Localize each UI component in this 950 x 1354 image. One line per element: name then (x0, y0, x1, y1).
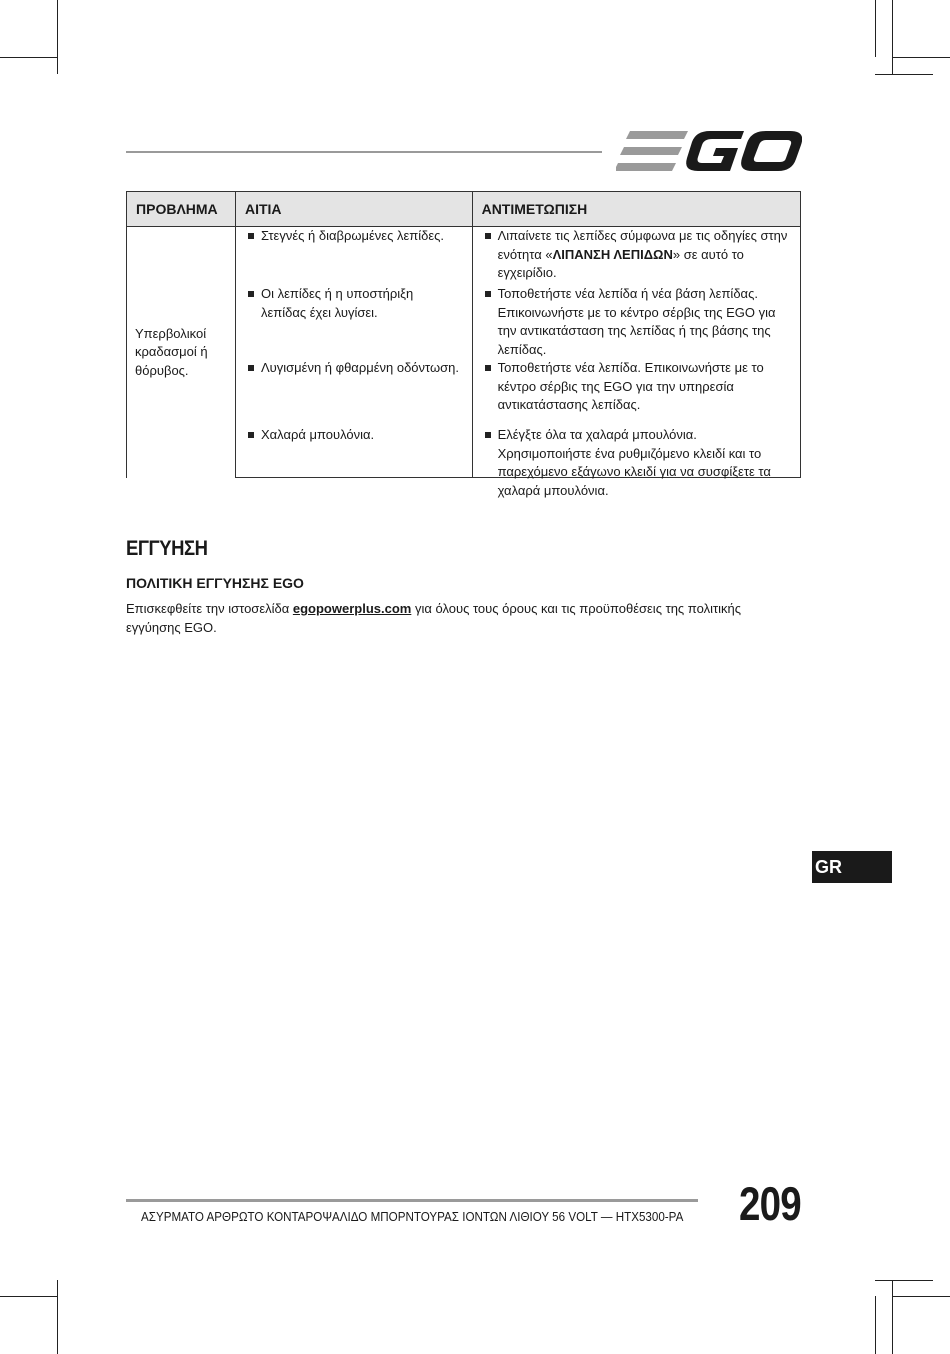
remedy-text: Ελέγξτε όλα τα χαλαρά μπουλόνια. Χρησιμοποιήστε ένα ρυθμιζόμενο κλειδί και το παρεχόμενο εξάγωνο κλειδί για να συσφίξετε τα χαλαρά μπουλόνια. (473, 426, 800, 477)
header-cause: ΑΙΤΙΑ (235, 192, 472, 227)
cause-cell (235, 285, 472, 359)
warranty-policy-text: Επισκεφθείτε την ιστοσελίδα egopowerplus.com για όλους τους όρους και τις προϋποθέσεις της πολιτικής εγγύησης EGO. (126, 601, 741, 635)
remedy-cell (472, 285, 800, 359)
remedy-cell (472, 426, 800, 498)
crop-mark (892, 57, 950, 58)
crop-mark (892, 0, 893, 74)
cause-text: Στεγνές ή διαβρωμένες λεπίδες. (236, 227, 472, 285)
troubleshooting-table (126, 191, 801, 498)
crop-mark (892, 1280, 893, 1354)
cause-cell (235, 227, 472, 286)
remedy-text: Τοποθετήστε νέα λεπίδα. Επικοινωνήστε με το κέντρο σέρβις της EGO για την υπηρεσία αντικατάστασης λεπίδας. (473, 359, 800, 426)
warranty-policy-heading: ΠΟΛΙΤΙΚΗ ΕΓΓΥΗΣΗΣ EGO (126, 575, 304, 591)
crop-mark (875, 0, 876, 57)
cause-text: Οι λεπίδες ή η υποστήριξη λεπίδας έχει λυγίσει. (236, 285, 472, 359)
crop-mark (875, 74, 933, 75)
crop-mark (57, 1280, 58, 1354)
header-problem: ΠΡΟΒΛΗΜΑ (127, 192, 236, 227)
cause-cell (235, 426, 472, 478)
table-header-row (127, 192, 801, 227)
crop-mark (57, 0, 58, 74)
footer-product-title: ΑΣΥΡΜΑΤΟ ΑΡΘΡΩΤΟ ΚΟΝΤΑΡΟΨΑΛΙΔΟ ΜΠΟΡΝΤΟΥΡΑΣ ΙΟΝΤΩΝ ΛΙΘΙΟΥ 56 VOLT — HTX5300-PA (141, 1210, 684, 1224)
problem-cell: Υπερβολικοί κραδασμοί ή θόρυβος. (127, 227, 236, 478)
crop-mark (0, 1296, 57, 1297)
crop-mark (875, 1296, 876, 1354)
cause-text: Λυγισμένη ή φθαρμένη οδόντωση. (236, 359, 472, 426)
footer-rule (126, 1199, 698, 1202)
remedy-text: Τοποθετήστε νέα λεπίδα ή νέα βάση λεπίδας. Επικοινωνήστε με το κέντρο σέρβις της EGO για την αντικατάσταση της λεπίδας ή της βάσης της λεπίδας. (473, 285, 800, 359)
page-number: 209 (739, 1177, 801, 1230)
section-reference: ΛΙΠΑΝΣΗ ΛΕΠΙΔΩΝ (552, 246, 673, 262)
remedy-text: Λιπαίνετε τις λεπίδες σύμφωνα με τις οδηγίες στην ενότητα «ΛΙΠΑΝΣΗ ΛΕΠΙΔΩΝ» σε αυτό το εγχειρίδιο. (473, 227, 800, 285)
ego-logo (616, 128, 802, 174)
website-link[interactable]: egopowerplus.com (292, 601, 412, 616)
remedy-cell (472, 359, 800, 426)
crop-mark (0, 57, 57, 58)
remedy-cell (472, 227, 800, 286)
header-remedy: ΑΝΤΙΜΕΤΩΠΙΣΗ (472, 192, 800, 227)
header-rule (126, 151, 602, 153)
crop-mark (892, 1296, 950, 1297)
cause-cell (235, 359, 472, 426)
table-row (127, 227, 801, 286)
warranty-heading: ΕΓΓΥΗΣΗ (126, 537, 208, 560)
crop-mark (875, 1280, 933, 1281)
cause-text: Χαλαρά μπουλόνια. (236, 426, 472, 477)
language-tab: GR (812, 851, 892, 883)
